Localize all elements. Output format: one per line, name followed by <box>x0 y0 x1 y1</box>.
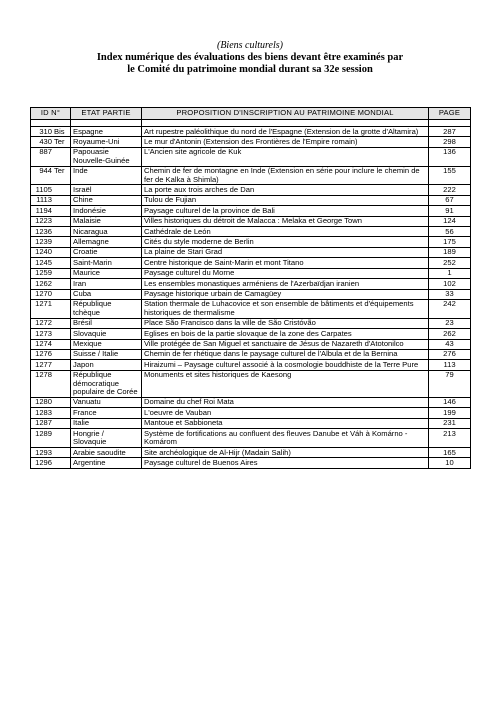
table-spacer-row <box>31 120 471 127</box>
cell-proposal: Cathédrale de León <box>142 227 429 237</box>
cell-page: 136 <box>429 147 471 166</box>
cell-page: 67 <box>429 195 471 205</box>
cell-state: Arabie saoudite <box>71 448 142 458</box>
cell-page: 113 <box>429 360 471 370</box>
cell-state: Argentine <box>71 458 142 468</box>
cell-proposal: Eglises en bois de la partie slovaque de la zone des Carpates <box>142 329 429 339</box>
table-row <box>31 448 471 458</box>
cell-page: 91 <box>429 206 471 216</box>
cell-state: Papouasie Nouvelle-Guinée <box>71 147 142 166</box>
cell-id <box>31 289 71 299</box>
cell-proposal: Ville protégée de San Miguel et sanctuaire de Jésus de Nazareth d'Atotonilco <box>142 339 429 349</box>
cell-id-number: 1296 <box>35 457 52 467</box>
cell-page: 102 <box>429 279 471 289</box>
cell-id <box>31 137 71 147</box>
cell-page: 10 <box>429 458 471 468</box>
cell-id-number: 1245 <box>35 257 52 267</box>
cell-state: Cuba <box>71 289 142 299</box>
table-row <box>31 206 471 216</box>
cell-state: Indonésie <box>71 206 142 216</box>
cell-id <box>31 258 71 268</box>
table-row <box>31 147 471 166</box>
cell-id-number: 1274 <box>35 339 52 349</box>
cell-page: 43 <box>429 339 471 349</box>
cell-state: Malaisie <box>71 216 142 226</box>
cell-id-suffix: Ter <box>54 136 65 146</box>
cell-page: 56 <box>429 227 471 237</box>
cell-state: Vanuatu <box>71 397 142 407</box>
cell-page: 23 <box>429 318 471 328</box>
cell-id-number: 1262 <box>35 278 52 288</box>
cell-proposal: Monuments et sites historiques de Kaesong <box>142 370 429 397</box>
cell-id-number: 1239 <box>35 236 52 246</box>
cell-page: 242 <box>429 299 471 318</box>
cell-proposal: Système de fortifications au confluent des fleuves Danube et Váh à Komárno - Komárom <box>142 429 429 448</box>
table-row <box>31 299 471 318</box>
cell-id-number: 1236 <box>35 226 52 236</box>
cell-id <box>31 318 71 328</box>
cell-proposal: Site archéologique de Al-Hijr (Madain Salih) <box>142 448 429 458</box>
cell-page: 298 <box>429 137 471 147</box>
cell-id <box>31 360 71 370</box>
cell-state: Chine <box>71 195 142 205</box>
cell-id <box>31 127 71 137</box>
cell-proposal: Domaine du chef Roi Mata <box>142 397 429 407</box>
table-row <box>31 418 471 428</box>
table-row <box>31 318 471 328</box>
cell-page: 252 <box>429 258 471 268</box>
cell-page: 79 <box>429 370 471 397</box>
cell-id-number: 430 <box>39 136 52 146</box>
cell-proposal: Paysage culturel de la province de Bali <box>142 206 429 216</box>
cell-proposal: La porte aux trois arches de Dan <box>142 185 429 195</box>
cell-page: 124 <box>429 216 471 226</box>
cell-id-number: 1259 <box>35 268 52 278</box>
column-header-state: ETAT PARTIE <box>71 108 142 120</box>
cell-id <box>31 279 71 289</box>
cell-id-suffix: Bis <box>54 126 65 136</box>
cell-state: Nicaragua <box>71 227 142 237</box>
cell-page: 276 <box>429 349 471 359</box>
cell-id-number: 1223 <box>35 216 52 226</box>
cell-id-number: 1273 <box>35 328 52 338</box>
table-body <box>31 120 471 469</box>
cell-proposal: Station thermale de Luhacovice et son ensemble de bâtiments et d'équipements historiques de thermalisme <box>142 299 429 318</box>
cell-state: Japon <box>71 360 142 370</box>
cell-proposal: Mantoue et Sabbioneta <box>142 418 429 428</box>
table-row <box>31 329 471 339</box>
cell-page: 287 <box>429 127 471 137</box>
cell-state: Royaume-Uni <box>71 137 142 147</box>
table-row <box>31 185 471 195</box>
cell-state: Mexique <box>71 339 142 349</box>
cell-state: République démocratique populaire de Corée <box>71 370 142 397</box>
table-row <box>31 289 471 299</box>
cell-id-number: 1240 <box>35 247 52 257</box>
evaluations-index-table <box>30 107 471 469</box>
cell-id <box>31 349 71 359</box>
cell-state: Allemagne <box>71 237 142 247</box>
cell-state: Italie <box>71 418 142 428</box>
table-row <box>31 279 471 289</box>
cell-state: Israël <box>71 185 142 195</box>
cell-proposal: Chemin de fer rhétique dans le paysage culturel de l'Albula et de la Bernina <box>142 349 429 359</box>
cell-proposal: Le mur d'Antonin (Extension des Frontières de l'Empire romain) <box>142 137 429 147</box>
cell-id <box>31 195 71 205</box>
table-row <box>31 339 471 349</box>
cell-proposal: Hiraizumi – Paysage culturel associé à la cosmologie bouddhiste de la Terre Pure <box>142 360 429 370</box>
cell-id-number: 887 <box>39 147 52 157</box>
cell-id-number: 1287 <box>35 418 52 428</box>
cell-page: 262 <box>429 329 471 339</box>
cell-proposal: Villes historiques du détroit de Malacca : Melaka et George Town <box>142 216 429 226</box>
table-row <box>31 137 471 147</box>
cell-id-number: 310 <box>39 126 52 136</box>
table-row <box>31 408 471 418</box>
cell-id-number: 944 <box>39 166 52 176</box>
cell-state: Slovaquie <box>71 329 142 339</box>
table-row <box>31 166 471 185</box>
cell-id-number: 1271 <box>35 299 52 309</box>
cell-proposal: L'oeuvre de Vauban <box>142 408 429 418</box>
cell-id-number: 1113 <box>36 195 52 205</box>
table-row <box>31 237 471 247</box>
cell-page: 33 <box>429 289 471 299</box>
table-row <box>31 397 471 407</box>
cell-page: 189 <box>429 247 471 257</box>
cell-id <box>31 247 71 257</box>
cell-id <box>31 418 71 428</box>
column-header-id: ID N° <box>31 108 71 120</box>
cell-id <box>31 227 71 237</box>
cell-page: 155 <box>429 166 471 185</box>
cell-state: Maurice <box>71 268 142 278</box>
document-title-line-1: Index numérique des évaluations des biens devant être examinés par <box>96 52 404 63</box>
table-header-row <box>31 108 471 120</box>
cell-id-number: 1293 <box>35 447 52 457</box>
cell-state: Croatie <box>71 247 142 257</box>
table-row <box>31 360 471 370</box>
cell-proposal: Les ensembles monastiques arméniens de l'Azerbaïdjan iranien <box>142 279 429 289</box>
cell-proposal: Paysage culturel de Buenos Aires <box>142 458 429 468</box>
cell-proposal: Paysage culturel du Morne <box>142 268 429 278</box>
cell-proposal: Cités du style moderne de Berlin <box>142 237 429 247</box>
table-row <box>31 216 471 226</box>
cell-proposal: Paysage historique urbain de Camagüey <box>142 289 429 299</box>
cell-page: 146 <box>429 397 471 407</box>
cell-id <box>31 216 71 226</box>
cell-id-suffix: Ter <box>54 166 65 176</box>
table-row <box>31 258 471 268</box>
column-header-proposal: PROPOSITION D'INSCRIPTION AU PATRIMOINE MONDIAL <box>142 108 429 120</box>
cell-proposal: Place São Francisco dans la ville de São Cristóvão <box>142 318 429 328</box>
cell-id-number: 1280 <box>35 397 52 407</box>
cell-page: 222 <box>429 185 471 195</box>
cell-proposal: L'Ancien site agricole de Kuk <box>142 147 429 166</box>
table-row <box>31 268 471 278</box>
cell-id-number: 1270 <box>35 289 52 298</box>
cell-id <box>31 429 71 448</box>
cell-id <box>31 448 71 458</box>
document-header <box>0 40 500 76</box>
document-subtitle: (Biens culturels) <box>216 40 283 51</box>
cell-id <box>31 268 71 278</box>
document-title-line-2: le Comité du patrimoine mondial durant sa 32e session <box>127 64 373 75</box>
cell-id <box>31 329 71 339</box>
cell-id <box>31 206 71 216</box>
cell-id <box>31 185 71 195</box>
cell-state: France <box>71 408 142 418</box>
table-row <box>31 227 471 237</box>
cell-id-number: 1277 <box>35 359 52 369</box>
cell-id-number: 1194 <box>35 205 52 215</box>
cell-page: 213 <box>429 429 471 448</box>
cell-state: Inde <box>71 166 142 185</box>
cell-id <box>31 166 71 185</box>
table-row <box>31 458 471 468</box>
cell-id <box>31 397 71 407</box>
cell-id <box>31 339 71 349</box>
cell-proposal: La plaine de Stari Grad <box>142 247 429 257</box>
cell-state: République tchèque <box>71 299 142 318</box>
cell-proposal: Art rupestre paléolithique du nord de l'Espagne (Extension de la grotte d'Altamira) <box>142 127 429 137</box>
table-row <box>31 127 471 137</box>
cell-proposal: Chemin de fer de montagne en Inde (Extension en série pour inclure le chemin de fer de Kalka à Shimla) <box>142 166 429 185</box>
cell-state: Brésil <box>71 318 142 328</box>
cell-id-number: 1272 <box>35 318 52 328</box>
table-row <box>31 429 471 448</box>
cell-state: Iran <box>71 279 142 289</box>
table-row <box>31 370 471 397</box>
cell-id <box>31 237 71 247</box>
cell-page: 199 <box>429 408 471 418</box>
cell-id <box>31 408 71 418</box>
table-row <box>31 349 471 359</box>
cell-page: 175 <box>429 237 471 247</box>
cell-state: Saint-Marin <box>71 258 142 268</box>
cell-id <box>31 147 71 166</box>
table-row <box>31 247 471 257</box>
column-header-page: PAGE <box>429 108 471 120</box>
cell-id-number: 1278 <box>35 370 52 380</box>
cell-id <box>31 458 71 468</box>
cell-proposal: Tulou de Fujian <box>142 195 429 205</box>
cell-page: 1 <box>429 268 471 278</box>
cell-state: Hongrie / Slovaquie <box>71 429 142 448</box>
cell-id-number: 1283 <box>35 407 52 417</box>
cell-id-number: 1276 <box>35 349 52 359</box>
table-row <box>31 195 471 205</box>
cell-state: Espagne <box>71 127 142 137</box>
cell-page: 165 <box>429 448 471 458</box>
cell-page: 231 <box>429 418 471 428</box>
cell-state: Suisse / Italie <box>71 349 142 359</box>
cell-id <box>31 370 71 397</box>
cell-id <box>31 299 71 318</box>
cell-id-number: 1289 <box>35 428 52 438</box>
cell-id-number: 1105 <box>35 184 52 194</box>
cell-proposal: Centre historique de Saint-Marin et mont Titano <box>142 258 429 268</box>
